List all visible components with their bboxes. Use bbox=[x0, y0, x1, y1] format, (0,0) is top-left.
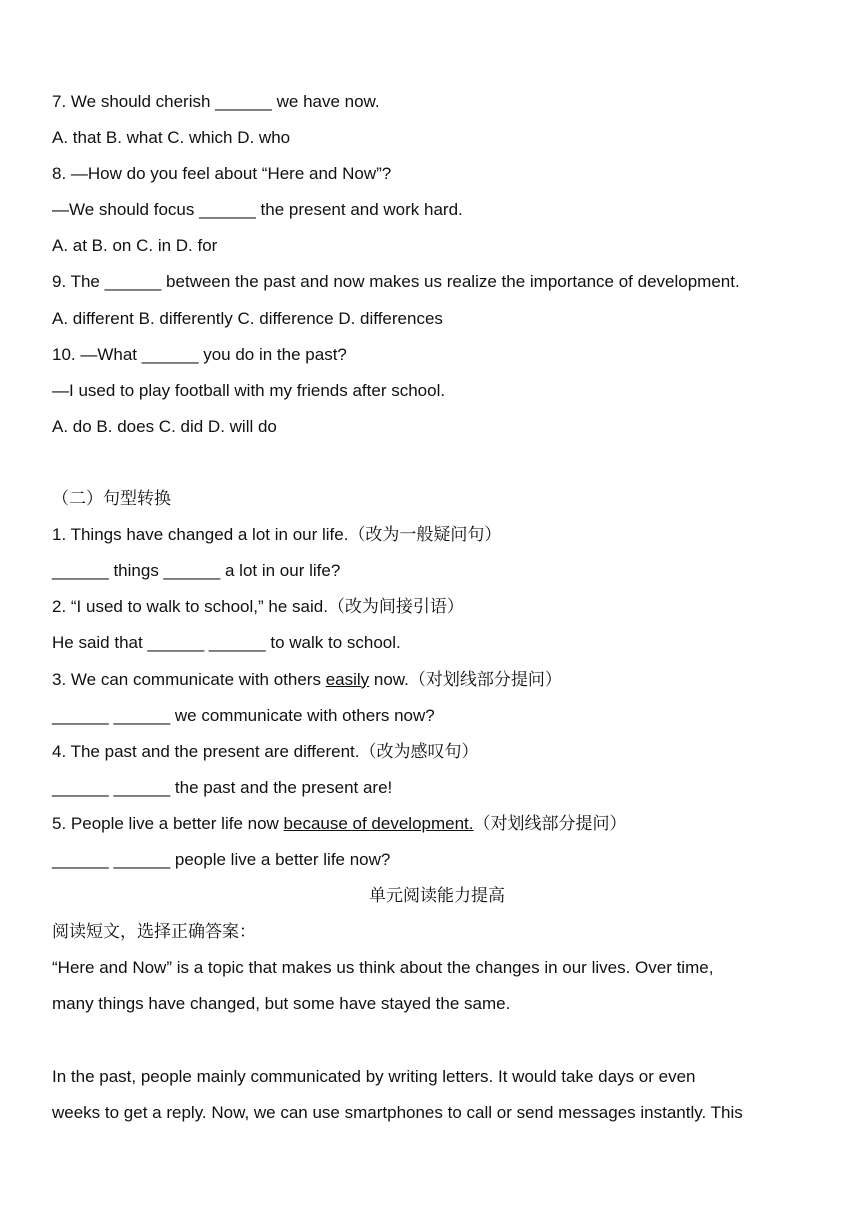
section-title: （二）句型转换 bbox=[52, 489, 171, 510]
question-instruction: （改为间接引语） bbox=[327, 597, 464, 618]
spacer bbox=[52, 1022, 822, 1058]
transform-answer-3: ______ ______ we communicate with others now? bbox=[52, 705, 435, 725]
question-text: 1. Things have changed a lot in our life. bbox=[52, 525, 349, 545]
question-instruction: （改为感叹句） bbox=[359, 741, 479, 762]
transform-question-1 bbox=[52, 517, 822, 553]
question-instruction: （对划线部分提问） bbox=[473, 813, 627, 834]
question-9-options: A. different B. differently C. difference D. differences bbox=[52, 308, 443, 328]
question-7-stem: 7. We should cherish ______ we have now. bbox=[52, 92, 380, 111]
question-text: 2. “I used to walk to school,” he said. bbox=[52, 597, 328, 617]
transform-answer-5: ______ ______ people live a better life now? bbox=[52, 849, 391, 869]
transform-answer-2: He said that ______ ______ to walk to school. bbox=[52, 633, 401, 653]
question-instruction: （对划线部分提问） bbox=[408, 669, 562, 690]
passage-paragraph-1-line-1: “Here and Now” is a topic that makes us think about the changes in our lives. Over time, bbox=[52, 958, 714, 978]
question-8-reply: —We should focus ______ the present and work hard. bbox=[52, 200, 463, 220]
underlined-text: easily bbox=[325, 669, 370, 689]
reading-instruction: 阅读短文，选择正确答案： bbox=[52, 922, 256, 943]
reading-section-title: 单元阅读能力提高 bbox=[369, 886, 505, 907]
underlined-text: because of development. bbox=[283, 813, 474, 833]
passage-paragraph-2-line-2: weeks to get a reply. Now, we can use smartphones to call or send messages instantly. This bbox=[52, 1102, 743, 1122]
transform-question-5 bbox=[52, 806, 822, 842]
transform-question-2 bbox=[52, 589, 822, 625]
question-7-options: A. that B. what C. which D. who bbox=[52, 128, 291, 148]
question-text: 3. We can communicate with others bbox=[52, 669, 326, 689]
passage-paragraph-1-line-2: many things have changed, but some have stayed the same. bbox=[52, 994, 511, 1014]
question-instruction: （改为一般疑问句） bbox=[348, 525, 502, 546]
worksheet-page bbox=[52, 84, 822, 1131]
question-10-options: A. do B. does C. did D. will do bbox=[52, 416, 277, 436]
transform-question-4 bbox=[52, 734, 822, 770]
passage-paragraph-2-line-1: In the past, people mainly communicated by writing letters. It would take days or even bbox=[52, 1066, 696, 1086]
transform-answer-1: ______ things ______ a lot in our life? bbox=[52, 561, 341, 581]
transform-question-3 bbox=[52, 662, 822, 698]
question-text-end: now. bbox=[369, 669, 409, 689]
question-text: 5. People live a better life now bbox=[52, 813, 284, 833]
question-10-reply: —I used to play football with my friends after school. bbox=[52, 380, 446, 400]
spacer bbox=[52, 445, 822, 481]
question-8-options: A. at B. on C. in D. for bbox=[52, 236, 218, 256]
question-8-stem: 8. —How do you feel about “Here and Now”? bbox=[52, 164, 392, 184]
transform-answer-4: ______ ______ the past and the present are! bbox=[52, 777, 393, 797]
question-9-stem: 9. The ______ between the past and now makes us realize the importance of development. bbox=[52, 272, 740, 292]
question-10-stem: 10. —What ______ you do in the past? bbox=[52, 344, 347, 364]
question-text: 4. The past and the present are different. bbox=[52, 741, 360, 761]
